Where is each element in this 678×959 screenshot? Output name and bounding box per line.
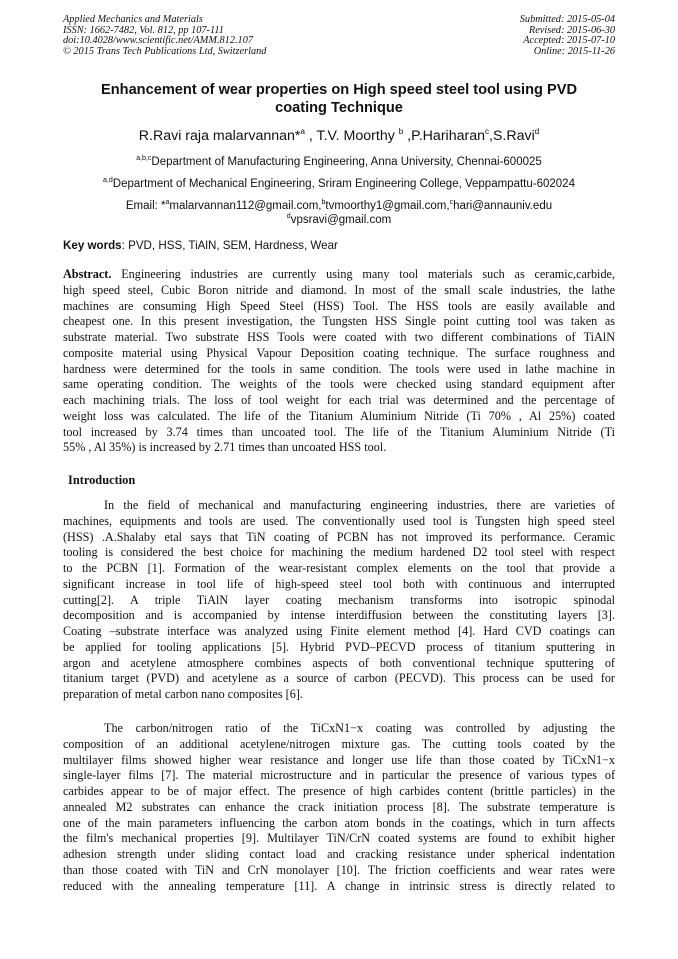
submitted-date: Submitted: 2015-05-04: [519, 14, 615, 25]
affiliation-sup: a,d: [103, 177, 113, 184]
text-line: In the field of mechanical and manufacturing engineering industries, there are varieties of: [104, 498, 615, 512]
text-line: The carbon/nitrogen ratio of the TiCxN1−x coating was controlled by adjusting the: [104, 721, 615, 735]
revised-date: Revised: 2015-06-30: [528, 24, 615, 36]
keywords-text: : PVD, HSS, TiAlN, SEM, Hardness, Wear: [121, 239, 338, 252]
text-line: substrate material. Two substrate HSS Tools were coated with two different combinations of TiAlN: [63, 330, 615, 344]
affiliation-2: [63, 177, 615, 191]
author-sup: a: [300, 127, 305, 136]
email-address: malarvannan112@gmail.com,: [169, 200, 322, 212]
email-sup: a: [165, 199, 170, 206]
email-sup: d: [286, 213, 291, 220]
intro-paragraph-2: [63, 721, 615, 894]
author-name: R.Ravi raja malarvannan*: [138, 128, 301, 144]
text-line: tooling is considered the best choice for machining the medium hardened D2 tool steel with respect: [63, 545, 615, 560]
text-line: cutting[2]. A triple TiAlN layer coating mechanism transforms into isotropic spinodal: [63, 592, 615, 607]
text-line: annealed M2 substrates can enhance the crack initiation process [8]. The substrate temperature is: [63, 799, 615, 814]
text-line: hardness were determined for the tools in same condition. The tools were used in lathe machine in: [63, 361, 615, 376]
text-line: multilayer films showed higher wear resistance and longer use life than those coated by TiCxN1−x: [63, 752, 615, 767]
accepted-date: Accepted: 2015-07-10: [523, 35, 615, 47]
text-line: to the PCBN [1]. Formation of the wear-resistant complex elements on the tool that provide a: [63, 561, 615, 575]
journal-header-right: [520, 15, 615, 57]
text-line: adhesion strength under sliding contact load and cracking resistance under spherical indentation: [63, 847, 615, 861]
email-address: vpsravi@gmail.com: [290, 214, 392, 226]
text-line: carbides appear to be of major effect. The presence of high carbides content (brittle particles) in the: [63, 784, 615, 798]
text-line: significant increase in tool life of high-speed steel tool both with continuous and interrupted: [63, 576, 615, 591]
text-line: reduced with the annealing temperature [11]. A change in intrinsic stress is directly related to: [63, 878, 615, 893]
email-line: [63, 199, 615, 213]
author-name: P.Hariharan: [411, 128, 485, 144]
text-line: Coating –substrate interface was analyzed using Finite element method [4]. Hard CVD coatings can: [63, 624, 615, 638]
author-list: R.Ravi raja malarvannan*$^a$ , T.V. Moorthy $^b$ ,P.Hariharan$^c$,S.Ravi$^d$: [138, 127, 540, 144]
abstract-label: Abstract.: [63, 267, 112, 281]
text-line: machines, equipments and tools are used. The conventionally used tool is Tungsten high speed steel: [63, 513, 615, 528]
author-sup: d: [534, 127, 540, 136]
text-line: single-layer films [7]. The material microstructure and in particular the presence of various types of: [63, 768, 615, 783]
email-address: hari@annauniv.edu: [453, 200, 553, 212]
text-line: decomposition and is accompanied by intense interdiffusion between the constituting layers [3].: [63, 608, 615, 623]
email-label: Email: *: [125, 200, 166, 212]
text-span: Engineering industries are currently using many tool materials such as ceramic,carbide,: [111, 267, 615, 281]
section-heading: Introduction: [68, 473, 136, 487]
title-line: Enhancement of wear properties on High speed steel tool using PVD: [101, 82, 577, 98]
online-date: Online: 2015-11-26: [533, 45, 615, 57]
text-line: the film's mechanical properties [9]. Multilayer TiN/CrN coated systems are found to exhibit higher: [63, 831, 615, 846]
paper-title: [63, 81, 615, 117]
text-line: high speed steel, Cubic Boron nitride and diamond. In most of the small scale industries, the lathe: [63, 282, 615, 297]
abstract: [63, 267, 615, 456]
text-line: composition of an additional acetylene/nitrogen mixture gas. The cutting tools coated by the: [63, 736, 615, 751]
text-line: be applied for tooling applications [5]. Hybrid PVD–PECVD process of titanium sputtering in: [63, 639, 615, 654]
affiliation-text: Department of Mechanical Engineering, Sriram Engineering College, Veppampattu-602024: [112, 178, 575, 190]
text-line: [63, 267, 615, 283]
author-sup: c: [484, 127, 489, 136]
doi-line: doi:10.4028/www.scientific.net/AMM.812.107: [63, 35, 253, 47]
text-line: each machining trials. The loss of tool weight for each trial was determined and the percentage of: [63, 393, 615, 407]
text-line: (HSS) .A.Shalaby etal says that TiN coating of PCBN has not improved its performance. Ceramic: [63, 529, 615, 544]
text-line: one of the main parameters influencing the carbon atom bonds in the coatings, which in turn affects: [63, 815, 615, 830]
text-line: tool increased by 3.74 times than uncoated tool. The life of the Titanium Aluminium Nitride (Ti: [63, 424, 615, 439]
text-line: machines are consuming High Speed Steel (HSS) Tool. The HSS tools are easily available and: [63, 298, 615, 313]
copyright-line: © 2015 Trans Tech Publications Ltd, Switzerland: [63, 45, 267, 57]
author-name: S.Ravi: [492, 128, 535, 144]
text-line: weight loss was calculated. The life of the Titanium Aluminium Nitride (Ti 70% , Al 25%) coated: [63, 408, 615, 423]
text-line: preparation of metal carbon nano composites [6].: [63, 687, 303, 701]
author-name: T.V. Moorthy: [316, 128, 395, 144]
author-sup: b: [398, 127, 404, 136]
journal-name: Applied Mechanics and Materials: [63, 14, 203, 25]
text-line: titanium target (PVD) and acetylene as a source of carbon (PECVD). This process can be used for: [63, 671, 615, 686]
email-address: tvmoorthy1@gmail.com,: [325, 200, 450, 212]
keywords: [63, 239, 338, 253]
text-line: composite material using Physical Vapour Deposition coating technique. The surface roughness and: [63, 345, 615, 360]
affiliation-sup: a,b,c: [136, 155, 152, 162]
text-line: argon and acetylene atmosphere combines aspects of both conventional technique sputtering of: [63, 655, 615, 670]
affiliation-text: Department of Manufacturing Engineering, Anna University, Chennai-600025: [151, 156, 542, 168]
text-line: 55% , Al 35%) is increased by 2.71 times than uncoated HSS tool.: [63, 440, 387, 455]
text-line: than those coated with TiN and CrN monolayer [10]. The friction coefficients and wear rates were: [63, 862, 615, 877]
journal-header-left: [63, 15, 266, 57]
issn-line: ISSN: 1662-7482, Vol. 812, pp 107-111: [63, 24, 224, 36]
email-sup: c: [449, 199, 454, 206]
title-line: coating Technique: [275, 100, 403, 116]
email-sup: b: [321, 199, 326, 206]
email-line-2: [63, 213, 615, 227]
text-line: cheapest one. In this present investigation, the Tungsten HSS Single point cutting tool was taken as: [63, 314, 615, 329]
keywords-label: Key words: [63, 239, 122, 252]
affiliation-1: [63, 155, 615, 169]
intro-paragraph-1: [63, 498, 615, 703]
text-line: same operating condition. The weights of the tools were checked using standard equipment after: [63, 377, 615, 392]
